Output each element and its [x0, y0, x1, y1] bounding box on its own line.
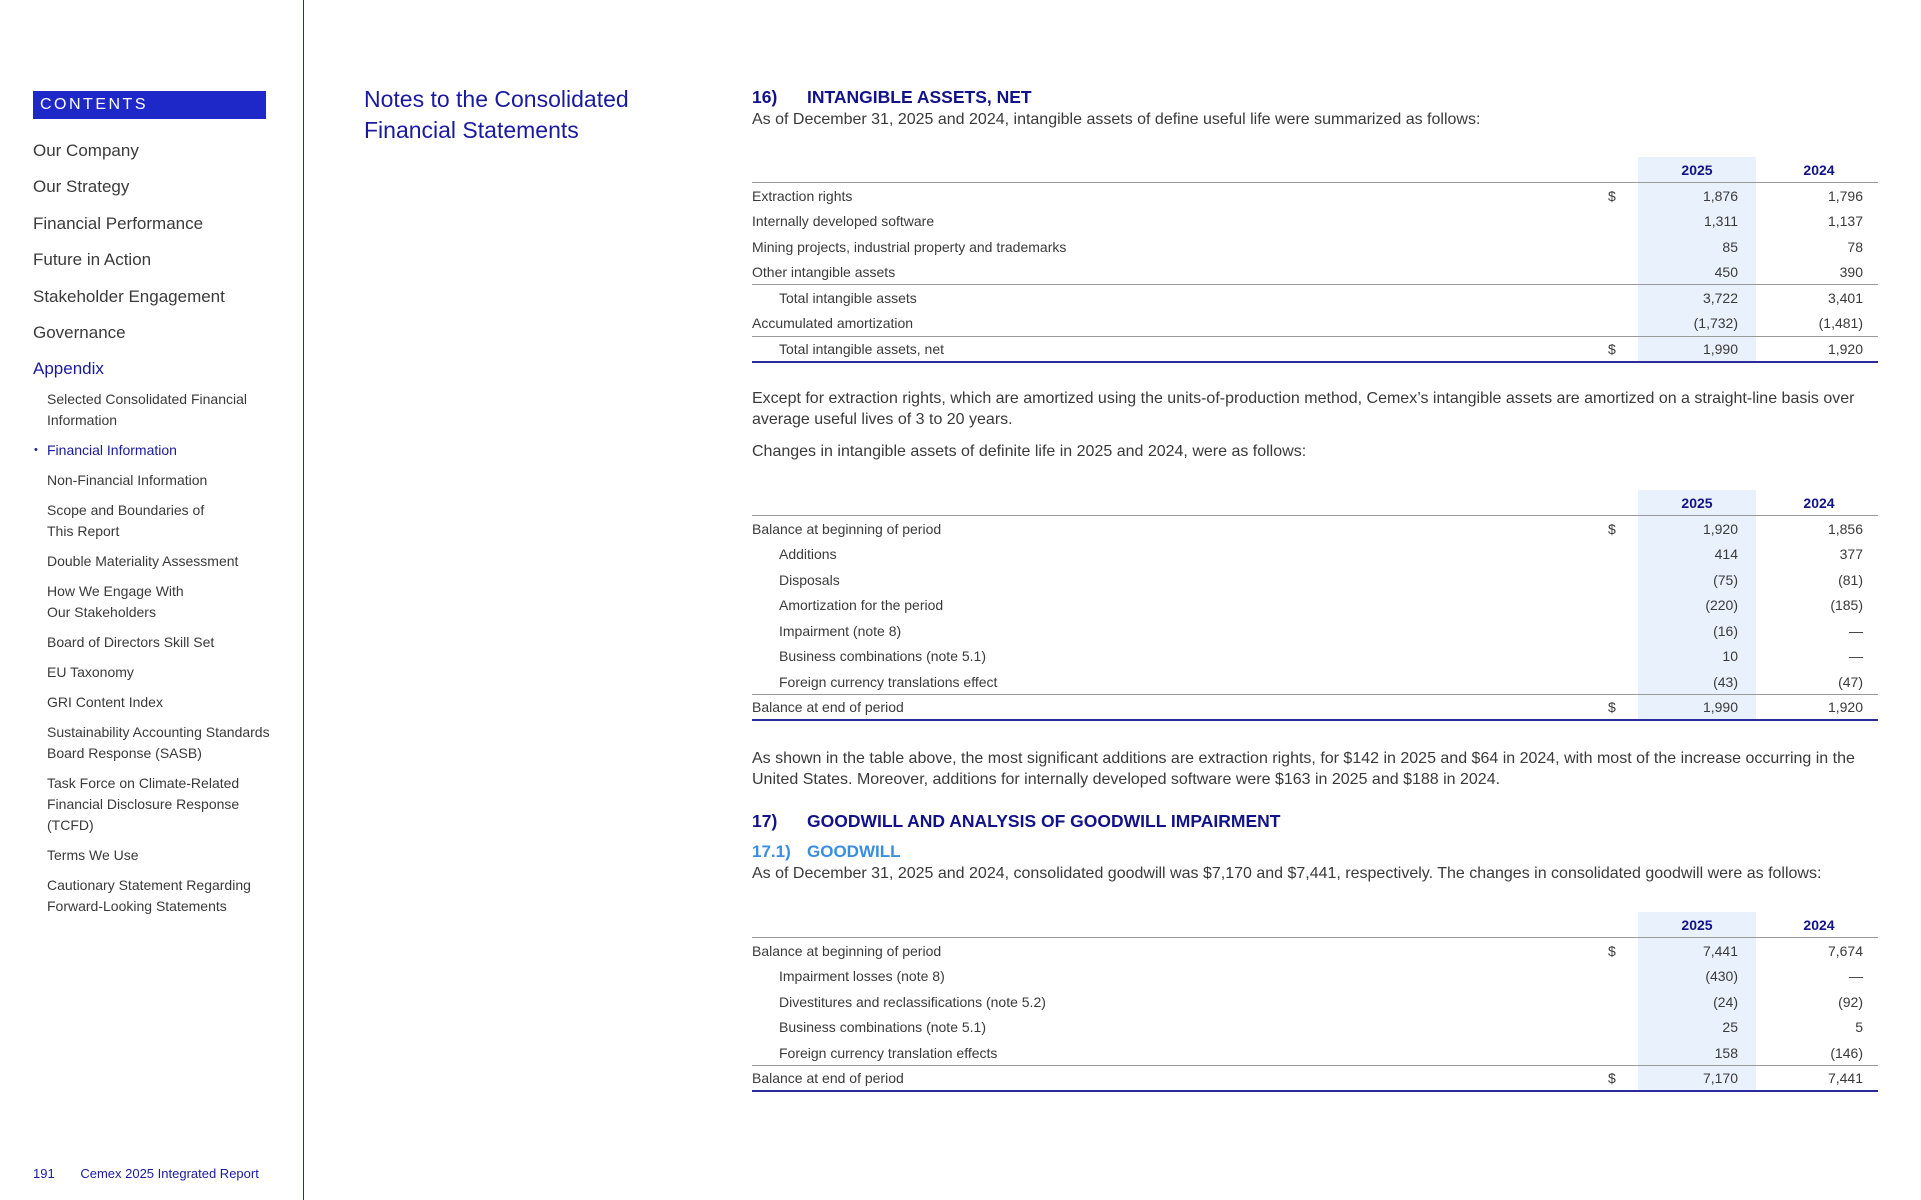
sub-item-selected-financial-info[interactable]: Selected Consolidated Financial Information [47, 391, 248, 428]
table-row: Disposals (75) (81) [752, 567, 1878, 593]
table-row: Balance at beginning of period $ 7,441 7,674 [752, 938, 1878, 964]
note-17-intro: As of December 31, 2025 and 2024, consolidated goodwill was $7,170 and $7,441, respectively. The changes in consolidated goodwill were as follows: [752, 865, 1822, 882]
table-row: Business combinations (note 5.1) 25 5 [752, 1014, 1878, 1040]
sub-nav [47, 389, 297, 926]
note-17-number: 17) [752, 811, 778, 831]
section-title: Notes to the Consolidated Financial Statements [364, 86, 629, 143]
note-16-number: 16) [752, 87, 778, 107]
contents-label: CONTENTS [33, 91, 266, 119]
sub-item-eu-taxonomy[interactable]: EU Taxonomy [47, 664, 134, 680]
table-row: Total intangible assets, net $ 1,990 1,920 [752, 336, 1878, 362]
intangible-assets-table [752, 157, 1878, 363]
table-row: Additions 414 377 [752, 541, 1878, 567]
table-row: Mining projects, industrial property and trademarks 85 78 [752, 234, 1878, 260]
table-row: Divestitures and reclassifications (note 5.2) (24) (92) [752, 989, 1878, 1015]
note-17-1-heading [752, 842, 900, 862]
nav-item-our-strategy[interactable]: Our Strategy [33, 177, 130, 197]
note-17-1-number: 17.1) [752, 842, 791, 861]
note-16-heading [752, 87, 1032, 108]
col-2024: 2024 [1760, 490, 1878, 516]
sub-item-cautionary-statement[interactable]: Cautionary Statement Regarding Forward-Looking Statements [47, 877, 251, 914]
sidebar [0, 0, 304, 1200]
sub-item-scope-and-boundaries[interactable]: Scope and Boundaries of This Report [47, 502, 205, 539]
sub-item-how-we-engage[interactable]: How We Engage With Our Stakeholders [47, 583, 184, 620]
sub-item-terms-we-use[interactable]: Terms We Use [47, 847, 139, 863]
note-17-heading [752, 811, 1280, 832]
nav-item-financial-performance[interactable]: Financial Performance [33, 213, 204, 233]
goodwill-table [752, 912, 1878, 1092]
nav-item-our-company[interactable]: Our Company [33, 141, 139, 160]
table-row: Balance at beginning of period $ 1,920 1,856 [752, 516, 1878, 542]
note-16-para-amortization: Except for extraction rights, which are amortized using the units-of-production method, Cemex’s intangible assets are amortized on a straight-line basis over average useful lives of 3 to 20 years. [752, 390, 1855, 428]
note-16-para-additions: As shown in the table above, the most significant additions are extraction rights, for $142 in 2025 and $64 in 2024, with most of the increase occurring in the United States. Moreover, additions for internally developed software were $163 in 2025 and $188 in 2024. [752, 750, 1855, 788]
intangible-changes-table [752, 490, 1878, 721]
table-row: Internally developed software 1,311 1,137 [752, 208, 1878, 234]
nav-item-appendix[interactable]: Appendix [33, 359, 104, 379]
page-footer [33, 1166, 259, 1181]
table-row: Foreign currency translations effect (43) (47) [752, 669, 1878, 695]
col-2025: 2025 [1638, 157, 1756, 183]
table-row: Impairment (note 8) (16) — [752, 618, 1878, 644]
table-row: Business combinations (note 5.1) 10 — [752, 644, 1878, 670]
nav-item-governance[interactable]: Governance [33, 322, 126, 342]
sub-item-tcfd[interactable]: Task Force on Climate-Related Financial Disclosure Response (TCFD) [47, 775, 240, 833]
note-16-intro: As of December 31, 2025 and 2024, intangible assets of define useful life were summarized as follows: [752, 111, 1481, 128]
nav-item-future-in-action[interactable]: Future in Action [33, 250, 152, 270]
report-name: Cemex 2025 Integrated Report [80, 1166, 259, 1181]
table-row: Other intangible assets 450 390 [752, 259, 1878, 285]
note-16-title: INTANGIBLE ASSETS, NET [807, 87, 1032, 107]
note-17-title: GOODWILL AND ANALYSIS OF GOODWILL IMPAIRMENT [807, 811, 1281, 831]
sub-item-sasb[interactable]: Sustainability Accounting Standards Board Response (SASB) [47, 724, 270, 761]
main-nav [33, 140, 293, 395]
note-17-1-title: GOODWILL [807, 842, 901, 861]
col-2025: 2025 [1638, 490, 1756, 516]
table-row: Extraction rights $ 1,876 1,796 [752, 183, 1878, 209]
sub-item-gri-content-index[interactable]: GRI Content Index [47, 694, 163, 710]
table-row: Total intangible assets 3,722 3,401 [752, 285, 1878, 311]
nav-item-stakeholder-engagement[interactable]: Stakeholder Engagement [33, 286, 225, 306]
sub-item-board-skill-set[interactable]: Board of Directors Skill Set [47, 634, 215, 650]
col-2024: 2024 [1760, 912, 1878, 938]
page-number: 191 [33, 1166, 55, 1181]
table-row: Amortization for the period (220) (185) [752, 592, 1878, 618]
sub-item-financial-information[interactable]: • Financial Information [47, 440, 297, 461]
col-2024: 2024 [1760, 157, 1878, 183]
table-row: Balance at end of period $ 1,990 1,920 [752, 695, 1878, 721]
note-16-para-changes: Changes in intangible assets of definite life in 2025 and 2024, were as follows: [752, 443, 1307, 460]
table-row: Accumulated amortization (1,732) (1,481) [752, 311, 1878, 337]
table-row: Impairment losses (note 8) (430) — [752, 963, 1878, 989]
sub-item-non-financial-information[interactable]: Non-Financial Information [47, 472, 208, 488]
table-row: Balance at end of period $ 7,170 7,441 [752, 1066, 1878, 1092]
col-2025: 2025 [1638, 912, 1756, 938]
sub-item-double-materiality[interactable]: Double Materiality Assessment [47, 553, 239, 569]
table-row: Foreign currency translation effects 158 (146) [752, 1040, 1878, 1066]
